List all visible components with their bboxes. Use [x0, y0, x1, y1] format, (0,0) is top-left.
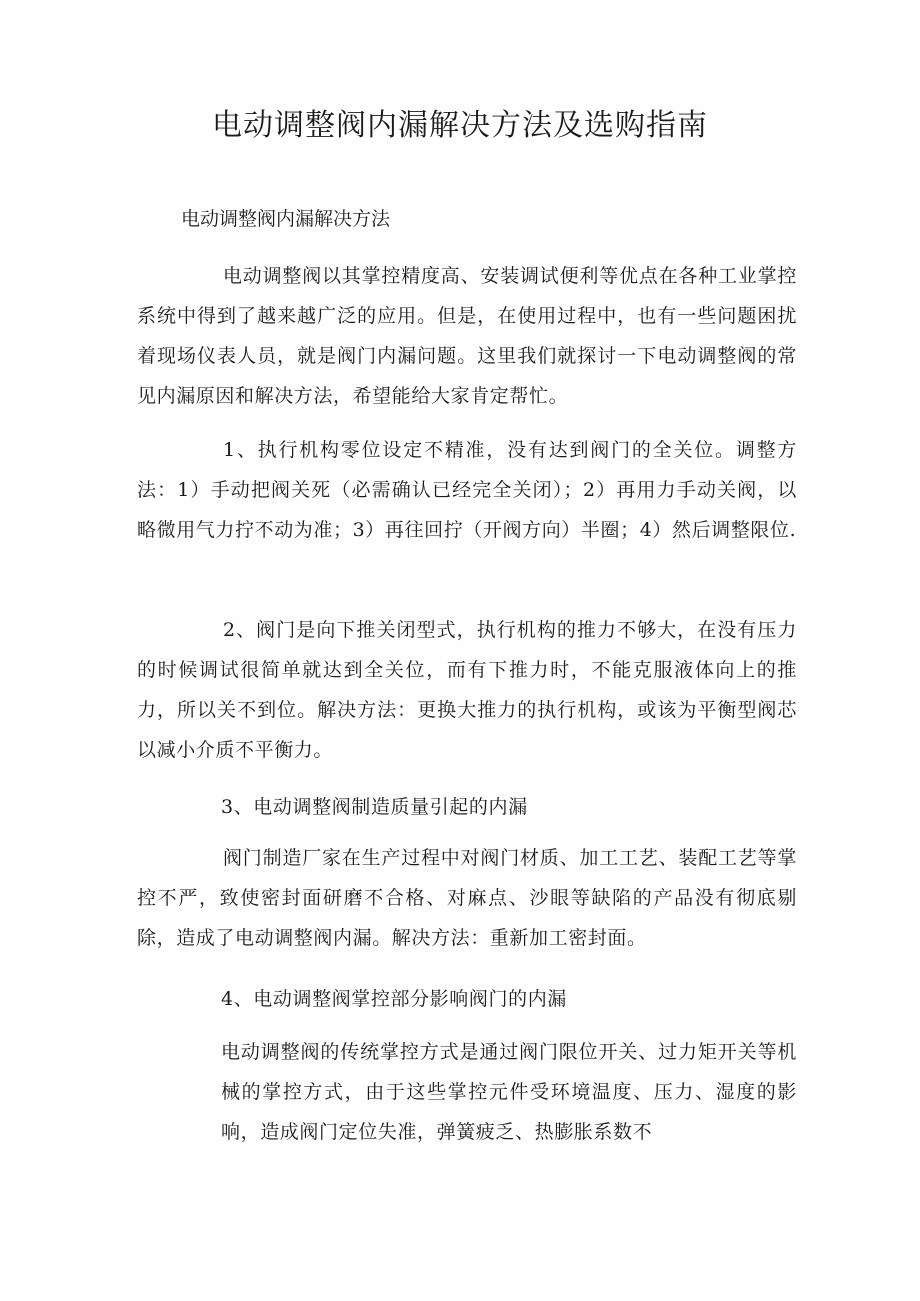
item-4-heading: 4、电动调整阀掌控部分影响阀门的内漏	[221, 988, 567, 1010]
document-title: 电动调整阀内漏解决方法及选购指南	[212, 108, 708, 143]
item-1-paragraph: 1、执行机构零位设定不精准，没有达到阀门的全关位。调整方法：1）手动把阀关死（必需确认已经完全关闭）；2）再用力手动关阀，以略微用气力拧不动为准；3）再往回拧（开阀方向）半圈；4）然后调整限位.	[137, 439, 797, 541]
section-heading: 电动调整阀内漏解决方法	[181, 208, 391, 230]
item-3-heading: 3、电动调整阀制造质量引起的内漏	[221, 796, 528, 818]
intro-paragraph: 电动调整阀以其掌控精度高、安装调试便利等优点在各种工业掌控系统中得到了越来越广泛的应用。但是，在使用过程中，也有一些问题困扰着现场仪表人员，就是阀门内漏问题。这里我们就探讨一下电动调整阀的常见内漏原因和解决方法，希望能给大家肯定帮忙。	[137, 265, 797, 407]
item-2-paragraph: 2、阀门是向下推关闭型式，执行机构的推力不够大，在没有压力的时候调试很简单就达到全关位，而有下推力时，不能克服液体向上的推力，所以关不到位。解决方法：更换大推力的执行机构，或该为平衡型阀芯以减小介质不平衡力。	[137, 619, 797, 761]
item-3-paragraph: 阀门制造厂家在生产过程中对阀门材质、加工工艺、装配工艺等掌控不严，致使密封面研磨不合格、对麻点、沙眼等缺陷的产品没有彻底剔除，造成了电动调整阀内漏。解决方法：重新加工密封面。	[137, 847, 797, 949]
item-4-paragraph: 电动调整阀的传统掌控方式是通过阀门限位开关、过力矩开关等机械的掌控方式，由于这些掌控元件受环境温度、压力、湿度的影响，造成阀门定位失准，弹簧疲乏、热膨胀系数不	[221, 1041, 797, 1143]
